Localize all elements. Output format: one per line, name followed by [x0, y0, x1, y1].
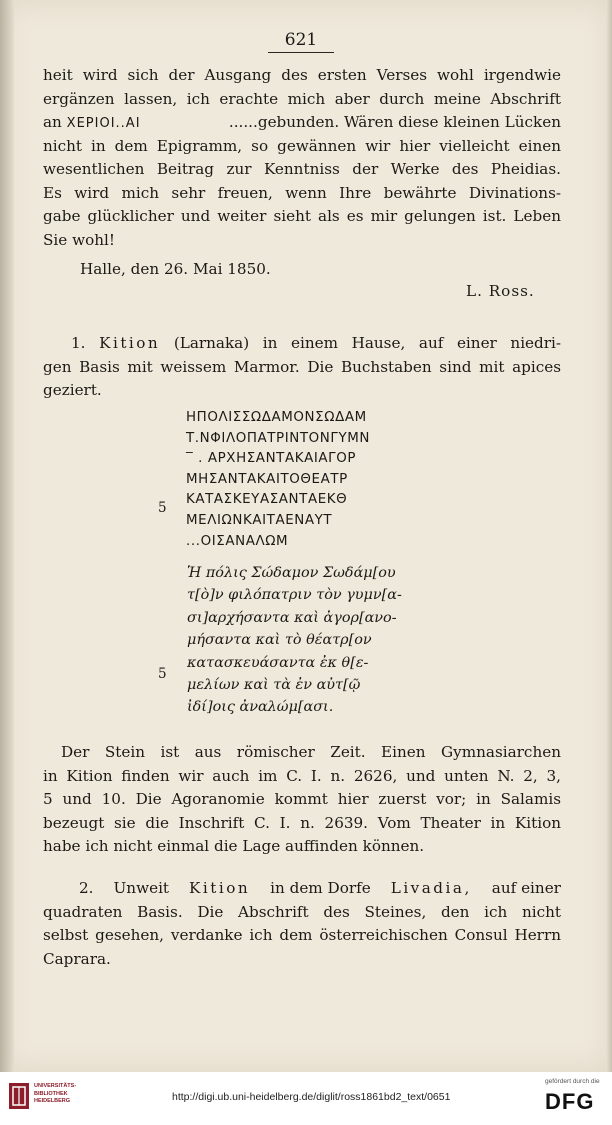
signature: L. Ross.	[466, 282, 535, 300]
item-1-description	[43, 332, 561, 403]
paragraph-letter-end	[43, 64, 561, 252]
text-line: bezeugt sie die Inschrift C. I. n. 2639. Vom Theater in Kition	[43, 813, 561, 832]
text-line: in Kition finden wir auch im C. I. n. 2626, und unten N. 2, 3,	[43, 766, 561, 785]
text-word: an	[43, 113, 62, 131]
greek-line: τ[ὸ]ν φιλόπατριν τὸν γυμν[α-	[187, 587, 402, 604]
greek-line: σι]αρχήσαντα καὶ ἀγορ[ανο-	[187, 609, 397, 626]
greek-line: ἰδί]οις ἀναλώμ[ασι.	[187, 699, 334, 716]
item-number: 2.	[79, 879, 94, 897]
greek-line: μελίων καὶ τὰ ἐν αὐτ[ῷ	[187, 676, 361, 693]
text-line: 5 und 10. Die Agoranomie kommt hier zuerst vor; in Salamis	[43, 790, 561, 808]
university-seal-icon	[8, 1082, 30, 1110]
text-line: selbst gesehen, verdanke ich dem österreichischen Consul Herrn	[43, 926, 561, 944]
text-line: Der Stein ist aus römischer Zeit. Einen Gymnasiarchen	[61, 743, 561, 761]
text-line: geziert.	[43, 381, 102, 399]
place-name: Livadia,	[390, 879, 472, 897]
viewer-footer	[0, 1072, 612, 1125]
text-segment: ......gebunden. Wären diese kleinen Lücken	[228, 113, 561, 131]
text-segment: in dem Dorfe	[270, 879, 371, 897]
text-line: quadraten Basis. Die Abschrift des Steines, den ich nicht	[43, 902, 561, 921]
greek-line: Ἡ πόλις Σώδαμον Σωδάμ[ου	[187, 565, 396, 581]
text-line: habe ich nicht einmal die Lage auffinden können.	[43, 837, 425, 855]
text-line: gen Basis mit weissem Marmor. Die Buchstaben sind mit apices	[43, 357, 561, 376]
greek-fragment: XEPIOI..AI	[66, 116, 141, 131]
text-line: gabe glücklicher und weiter sieht als es mir gelungen ist. Leben	[43, 207, 561, 225]
text-segment: (Larnaka) in einem Hause, auf einer niedri-	[173, 334, 562, 352]
library-name: UNIVERSITÄTS- BIBLIOTHEK HEIDELBERG	[34, 1083, 77, 1104]
item-number: 1.	[71, 334, 86, 352]
page-edge	[606, 0, 612, 1072]
text-line	[43, 877, 561, 901]
permalink-url[interactable]: http://digi.ub.uni-heidelberg.de/diglit/ross1861bd2_text/0651	[172, 1091, 451, 1103]
funding-caption: gefördert durch die	[545, 1078, 600, 1085]
inscription-line: ΜΗΣΑΝΤΑΚΑΙΤΟΘΕΑΤΡ	[186, 471, 348, 487]
inscription-line: ΗΠΟΛΙΣΣΩΔΑΜΟΝΣΩΔΑΜ	[186, 410, 367, 425]
text-word: Unweit	[113, 879, 170, 897]
greek-line: κατασκευάσαντα ἐκ θ[ε-	[187, 654, 369, 671]
text-line: Sie wohl!	[43, 230, 115, 249]
text-line: heit wird sich der Ausgang des ersten Verses wohl irgendwie	[43, 66, 561, 84]
text-line: ergänzen lassen, ich erachte mich aber durch meine Abschrift	[43, 89, 561, 108]
text-line	[43, 332, 561, 356]
page-number: 621	[268, 30, 334, 53]
text-line: Caprara.	[43, 949, 111, 968]
greek-transcription	[187, 562, 402, 719]
inscription-line: ...ΟΙΣΑΝΑΛΩΜ	[186, 533, 289, 549]
book-spine-shadow	[0, 0, 14, 1072]
greek-line: μήσαντα καὶ τὸ θέατρ[ον	[187, 632, 372, 649]
text-line: nicht in dem Epigramm, so gewännen wir hier vielleicht einen	[43, 136, 561, 155]
place-name: Kition	[189, 879, 251, 897]
item-2-description	[43, 877, 561, 971]
text-segment: auf einer	[491, 879, 561, 897]
dateline: Halle, den 26. Mai 1850.	[80, 260, 271, 278]
line-number: 5	[158, 500, 167, 516]
inscription-line: ΚΑΤΑΣΚΕΥΑΣΑΝΤΑΕΚΘ	[186, 492, 348, 508]
inscription-uncials	[186, 408, 370, 552]
inscription-line: ‾ . ΑΡΧΗΣΑΝΤΑΚΑΙΑΓΟΡ	[186, 451, 357, 467]
text-line	[43, 111, 561, 135]
paragraph-commentary	[43, 741, 561, 859]
text-line: Es wird mich sehr freuen, wenn Ihre bewährte Divinations-	[43, 183, 561, 202]
place-name: Kition	[99, 334, 161, 352]
inscription-line: ΜΕΛΙΩΝΚΑΙΤΑΕΝΑΥΤ	[186, 512, 333, 528]
text-line: wesentlichen Beitrag zur Kenntniss der Werke des Pheidias.	[43, 160, 561, 178]
dfg-logo: DFG	[545, 1089, 595, 1114]
inscription-line: Τ.ΝΦΙΛΟΠΑΤΡΙΝΤΟΝΓΥΜΝ	[186, 430, 371, 446]
line-number: 5	[158, 666, 167, 682]
